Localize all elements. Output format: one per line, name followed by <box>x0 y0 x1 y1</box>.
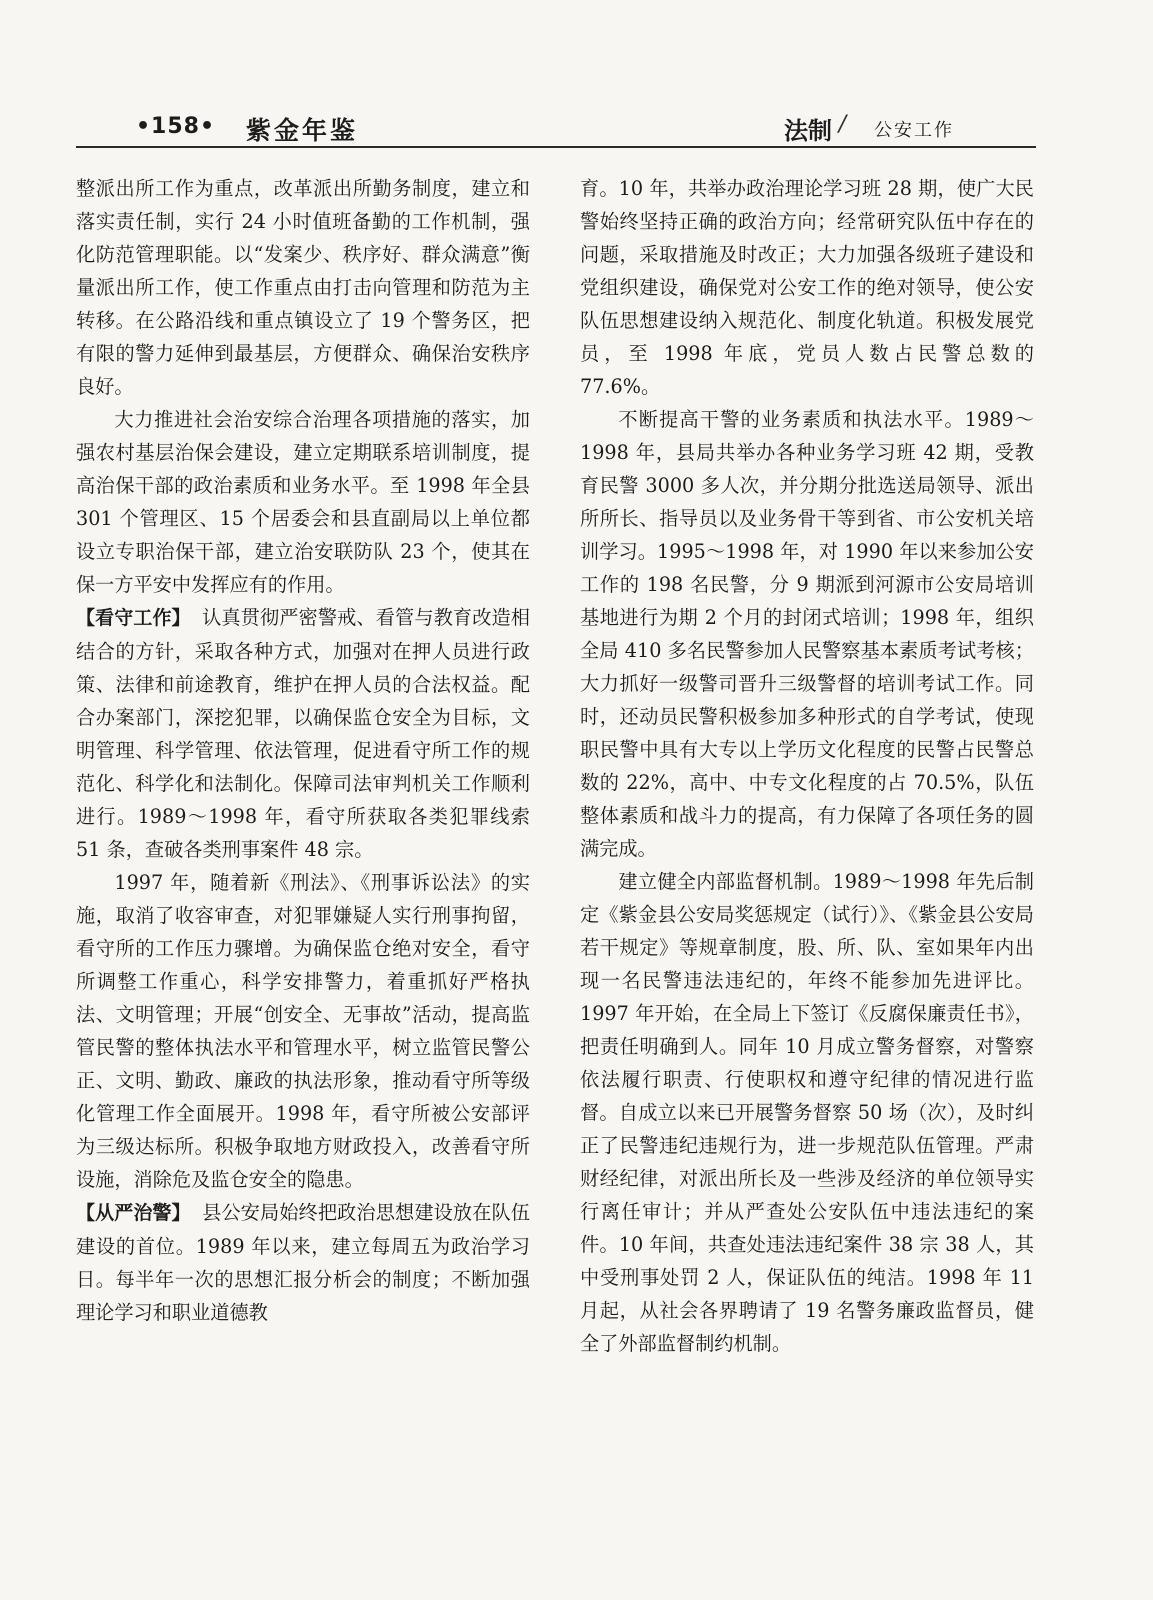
paragraph-text: 县公安局始终把政治思想建设放在队伍建设的首位。1989 年以来，建立每周五为政治学习日。每半年一次的思想汇报分析会的制度；不断加强理论学习和职业道德教 <box>76 1201 530 1324</box>
section-name: 法制 <box>784 117 832 145</box>
book-title: 紫金年鉴 <box>246 116 359 145</box>
left-column <box>76 172 530 1329</box>
subsection-title: 公安工作 <box>874 120 954 141</box>
paragraph-text: 认真贯彻严密警戒、看管与教育改造相结合的方针，采取各种方式，加强对在押人员进行政策、法律和前途教育，维护在押人员的合法权益。配合办案部门，深挖犯罪，以确保监仓安全为目标，文明管理、科学管理、依法管理，促进看守所工作的规范化、科学化和法制化。保障司法审判机关工作顺利进行。1989～1998 年，看守所获取各类犯罪线索 51 条，查破各类刑事案件 48 宗。 <box>76 606 530 861</box>
paragraph: 不断提高干警的业务素质和执法水平。1989～1998 年，县局共举办各种业务学习班 42 期，受教育民警 3000 多人次，并分期分批选送局领导、派出所所长、指导员以及业务骨干等到省、市公安机关培训学习。1995～1998 年，对 1990 年以来参加公安工作的 198 名民警，分 9 期派到河源市公安局培训基地进行为期 2 个月的封闭式培训；1998 年，组织全局 410 多名民警参加人民警察基本素质考试考核；大力抓好一级警司晋升三级警督的培训考试工作。同时，还动员民警积极参加多种形式的自学考试，使现职民警中具有大专以上学历文化程度的民警占民警总数的 22%，高中、中专文化程度的占 70.5%，队伍整体素质和战斗力的提高，有力保障了各项任务的圆满完成。 <box>580 408 1034 860</box>
paragraph: 大力推进社会治安综合治理各项措施的落实，加强农村基层治保会建设，建立定期联系培训制度，提高治保干部的政治素质和业务水平。至 1998 年全县 301 个管理区、15 个居委会和县直副局以上单位都设立专职治保干部，建立治安联防队 23 个，使其在保一方平安中发挥应有的作用。 <box>76 408 530 596</box>
page-number: •158• <box>136 114 216 139</box>
paragraph: 1997 年，随着新《刑法》、《刑事诉讼法》的实施，取消了收容审查，对犯罪嫌疑人实行刑事拘留，看守所的工作压力骤增。为确保监仓绝对安全，看守所调整工作重心，科学安排警力，着重抓好严格执法、文明管理；开展“创安全、无事故”活动，提高监管民警的整体执法水平和管理水平，树立监管民警公正、文明、勤政、廉政的执法形象，推动看守所等级化管理工作全面展开。1998 年，看守所被公安部评为三级达标所。积极争取地方财政投入，改善看守所设施，消除危及监仓安全的隐患。 <box>76 871 530 1191</box>
paragraph-detention <box>76 601 530 866</box>
page-header <box>76 108 1036 146</box>
paragraph: 整派出所工作为重点，改革派出所勤务制度，建立和落实责任制，实行 24 小时值班备勤的工作机制，强化防范管理职能。以“发案少、秩序好、群众满意”衡量派出所工作，使工作重点由打击向管理和防范为主转移。在公路沿线和重点镇设立了 19 个警务区，把有限的警力延伸到最基层，方便群众、确保治安秩序良好。 <box>76 177 530 398</box>
section-separator: / <box>838 112 846 137</box>
section-tag: 【看守工作】 <box>76 607 191 629</box>
section-tag: 【从严治警】 <box>76 1202 191 1224</box>
paragraph: 建立健全内部监督机制。1989～1998 年先后制定《紫金县公安局奖惩规定（试行）》、《紫金县公安局若干规定》等规章制度，股、所、队、室如果年内出现一名民警违法违纪的，年终不能参加先进评比。1997 年开始，在全局上下签订《反腐保廉责任书》，把责任明确到人。同年 10 月成立警务督察，对警察依法履行职责、行使职权和遵守纪律的情况进行监督。自成立以来已开展警务督察 50 场（次），及时纠正了民警违纪违规行为，进一步规范队伍管理。严肃财经纪律，对派出所长及一些涉及经济的单位领导实行离任审计；并从严查处公安队伍中违法违纪的案件。10 年间，共查处违法违纪案件 38 宗 38 人，其中受刑事处罚 2 人，保证队伍的纯洁。1998 年 11 月起，从社会各界聘请了 19 名警务廉政监督员，健全了外部监督制约机制。 <box>580 870 1034 1355</box>
paragraph: 育。10 年，共举办政治理论学习班 28 期，使广大民警始终坚持正确的政治方向；经常研究队伍中存在的问题，采取措施及时改正；大力加强各级班子建设和党组织建设，确保党对公安工作的绝对领导，使公安队伍思想建设纳入规范化、制度化轨道。积极发展党员，至 1998 年底，党员人数占民警总数的 77.6%。 <box>580 177 1034 398</box>
right-column <box>580 172 1034 1360</box>
paragraph-strict-policing <box>76 1196 530 1329</box>
header-rule <box>76 146 1036 148</box>
